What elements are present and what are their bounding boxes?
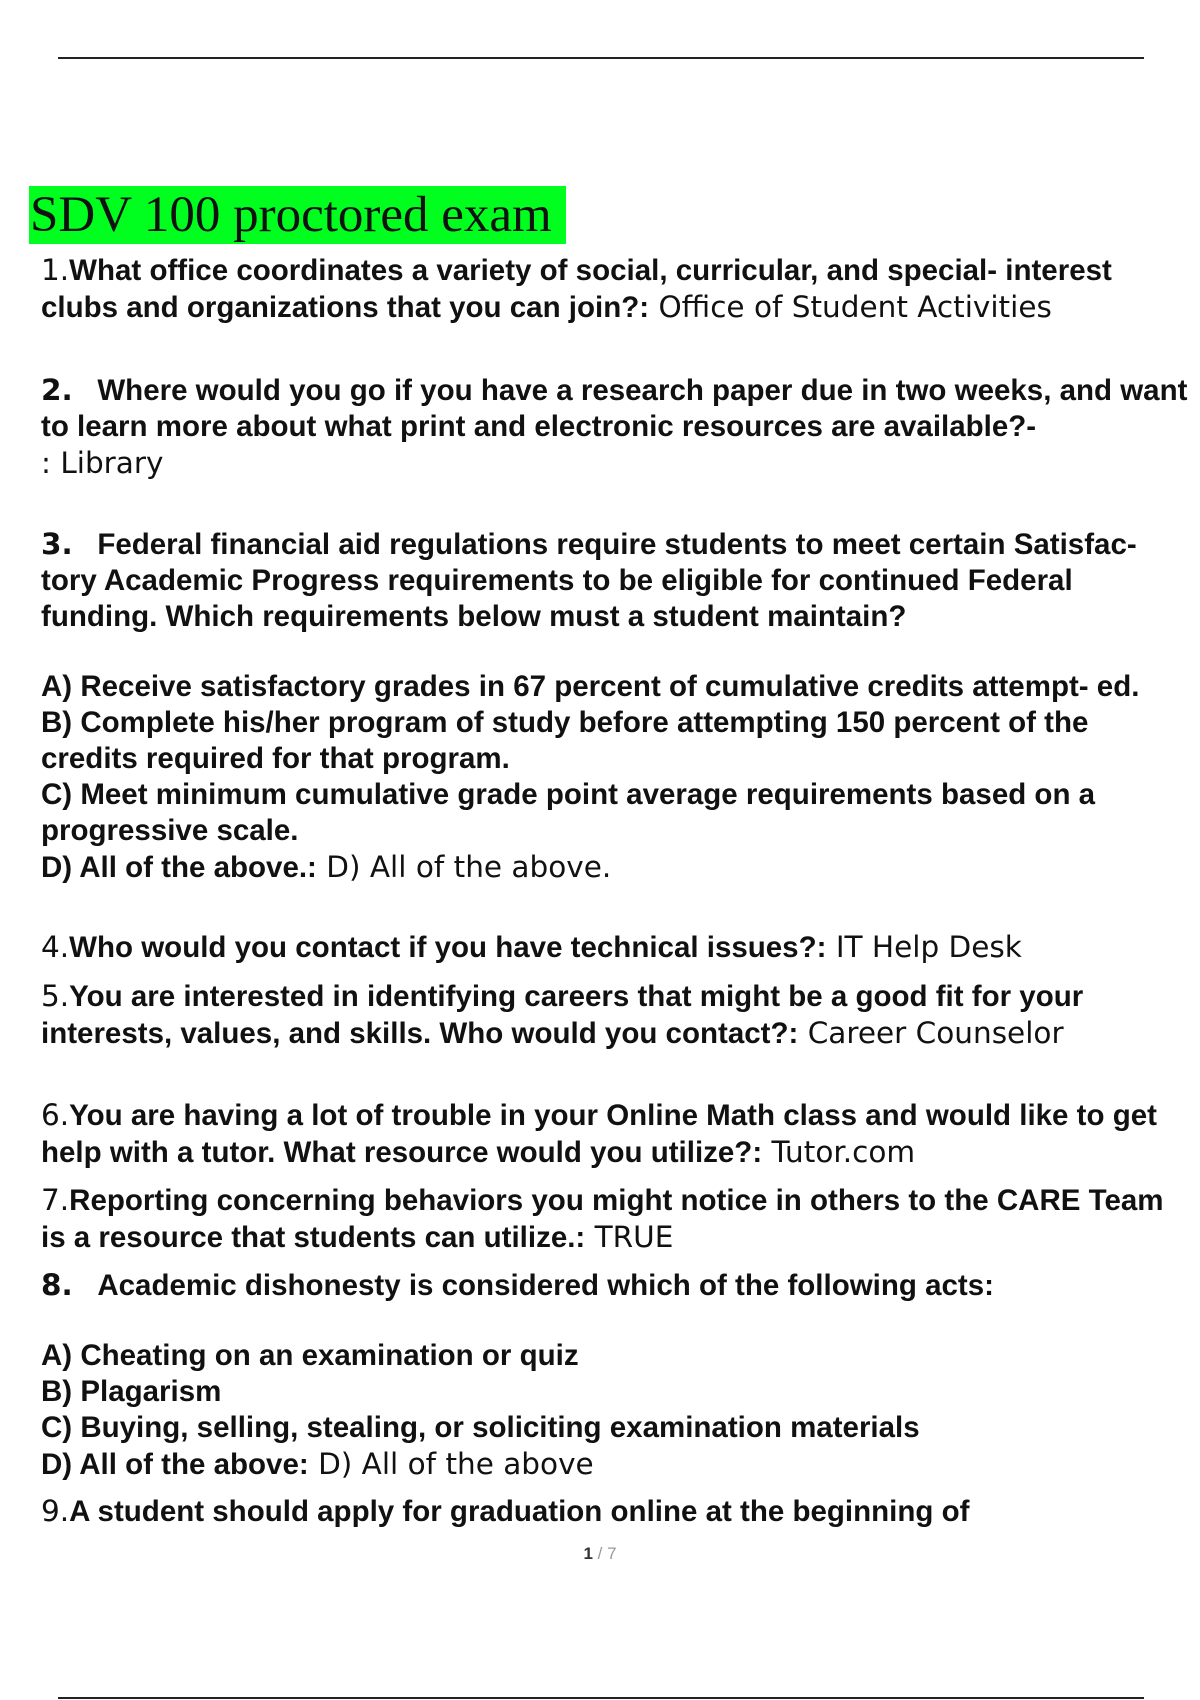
question-number: 2.: [41, 373, 73, 407]
question-2: [41, 372, 1191, 482]
answer: TRUE: [585, 1220, 674, 1254]
question-1: [41, 252, 1191, 326]
bottom-rule: [58, 1697, 1144, 1699]
question-text: A student should apply for graduation online at the beginning of: [69, 1495, 970, 1528]
question-number: 3.: [41, 527, 73, 561]
question-number: 9.: [41, 1494, 70, 1528]
answer: Tutor.com: [762, 1135, 916, 1169]
current-page: 1: [583, 1544, 593, 1563]
question-4: [41, 929, 1191, 966]
page-separator: /: [592, 1544, 608, 1563]
option-d: D) All of the above.:: [41, 851, 317, 884]
question-9: [41, 1493, 1191, 1530]
option-c: C) Buying, selling, stealing, or soliciting examination materials: [41, 1411, 920, 1444]
page-indicator: [0, 1544, 1200, 1564]
question-text: What office coordinates a variety of social, curricular, and special- interest clubs and organizations that you can join?:: [41, 254, 1112, 324]
question-7: [41, 1182, 1191, 1256]
question-text: Reporting concerning behaviors you might notice in others to the CARE Team is a resource that students can utilize.:: [41, 1184, 1164, 1254]
answer: : Library: [41, 446, 164, 480]
question-8: [41, 1267, 1191, 1483]
question-text: Where would you go if you have a research paper due in two weeks, and want to learn more about what print and electronic resources are available?-: [41, 374, 1188, 443]
question-number: 4.: [41, 930, 70, 964]
question-6: [41, 1097, 1191, 1171]
option-c: C) Meet minimum cumulative grade point average requirements based on a progressive scale.: [41, 778, 1096, 847]
question-number: 8.: [41, 1268, 73, 1302]
document-title: SDV 100 proctored exam: [29, 186, 566, 244]
option-b: B) Plagarism: [41, 1375, 222, 1408]
answer: D) All of the above.: [316, 850, 612, 884]
question-3: [41, 526, 1191, 886]
total-pages: 7: [607, 1544, 617, 1563]
question-text: You are interested in identifying careers that might be a good fit for your interests, values, and skills. Who would you contact?:: [41, 980, 1084, 1050]
question-text: Academic dishonesty is considered which of the following acts:: [97, 1269, 994, 1302]
answer: IT Help Desk: [826, 930, 1022, 964]
question-5: [41, 978, 1191, 1052]
top-rule: [58, 57, 1144, 59]
answer: Office of Student Activities: [649, 290, 1052, 324]
answer: Career Counselor: [798, 1016, 1064, 1050]
answer: D) All of the above: [308, 1447, 594, 1481]
option-d: D) All of the above:: [41, 1448, 309, 1481]
question-number: 7.: [41, 1183, 70, 1217]
option-a: A) Cheating on an examination or quiz: [41, 1339, 579, 1372]
option-a: A) Receive satisfactory grades in 67 percent of cumulative credits attempt- ed.: [41, 670, 1140, 703]
question-text: You are having a lot of trouble in your Online Math class and would like to get help with a tutor. What resource would you utilize?:: [41, 1099, 1157, 1169]
question-number: 5.: [41, 979, 70, 1013]
question-number: 6.: [41, 1098, 70, 1132]
question-text: Federal financial aid regulations require students to meet certain Satisfac- tory Academic Progress requirements to be eligible for continued Federal funding. Which requirements below must a student maintain?: [41, 528, 1137, 633]
question-text: Who would you contact if you have technical issues?:: [69, 931, 827, 964]
option-b: B) Complete his/her program of study before attempting 150 percent of the credits required for that program.: [41, 706, 1089, 775]
question-number: 1.: [41, 253, 70, 287]
